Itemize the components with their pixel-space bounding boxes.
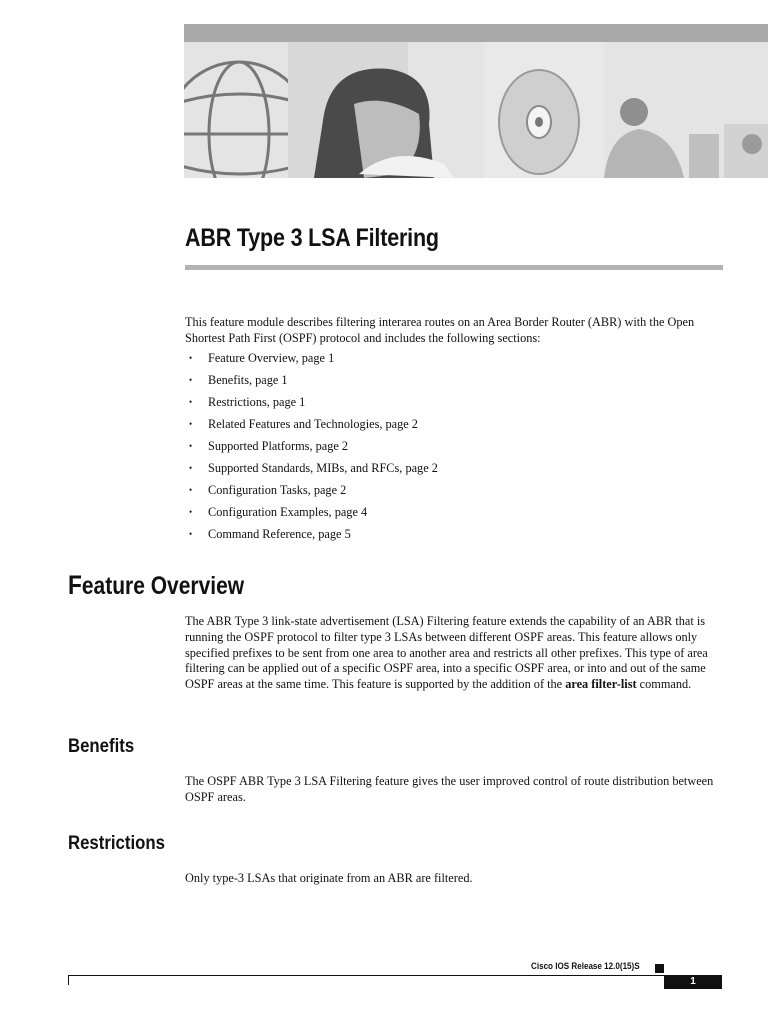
list-item-label: Command Reference, page 5 [208, 527, 351, 541]
list-item-label: Configuration Tasks, page 2 [208, 483, 347, 497]
footer-tick [68, 975, 69, 985]
list-item-label: Supported Standards, MIBs, and RFCs, page 2 [208, 461, 438, 475]
banner-illustration [184, 24, 768, 178]
bullet-icon: • [189, 529, 193, 539]
restrictions-paragraph: Only type-3 LSAs that originate from an ABR are filtered. [185, 871, 473, 885]
bullet-icon: • [189, 441, 193, 451]
command-name: area filter-list [565, 677, 637, 692]
title-rule [185, 265, 723, 270]
bullet-icon: • [189, 485, 193, 495]
footer-release: Cisco IOS Release 12.0(15)S [531, 961, 640, 972]
footer-marker [655, 964, 664, 973]
section-heading-restrictions: Restrictions [68, 832, 165, 854]
heading-rest: eature Overview [81, 572, 245, 600]
list-item-label: Supported Platforms, page 2 [208, 439, 349, 453]
bullet-icon: • [189, 463, 193, 473]
list-item[interactable] [185, 482, 438, 504]
list-item[interactable] [185, 460, 438, 482]
list-item-label: Configuration Examples, page 4 [208, 505, 368, 519]
feature-overview-paragraph [185, 614, 725, 693]
section-heading-feature-overview [68, 570, 244, 601]
header-banner-image [184, 24, 768, 178]
list-item[interactable] [185, 416, 438, 438]
list-item[interactable] [185, 372, 438, 394]
benefits-paragraph: The OSPF ABR Type 3 LSA Filtering feature gives the user improved control of route distribution between OSPF areas. [185, 774, 714, 804]
footer-rule [68, 975, 722, 976]
bullet-icon: • [189, 353, 193, 363]
list-item[interactable] [185, 526, 438, 548]
list-item[interactable] [185, 438, 438, 460]
page-number: 1 [664, 975, 722, 989]
heading-initial: F [68, 570, 82, 600]
bullet-icon: • [189, 507, 193, 517]
intro-paragraph: This feature module describes filtering interarea routes on an Area Border Router (ABR) with the Open Shortest Path First (OSPF) protocol and includes the following sections: [185, 315, 695, 345]
section-list [185, 350, 438, 548]
list-item-label: Benefits, page 1 [208, 373, 288, 387]
list-item-label: Feature Overview, page 1 [208, 351, 335, 365]
bullet-icon: • [189, 375, 193, 385]
disc-icon [484, 42, 604, 178]
list-item[interactable] [185, 504, 438, 526]
bullet-icon: • [189, 419, 193, 429]
feature-overview-text: The ABR Type 3 link-state advertisement (LSA) Filtering feature extends the capability of an ABR that is running the OSPF protocol to filter type 3 LSAs between different OSPF areas. This feature allows only specified prefixes to be sent from one area to another area and restricts all other prefixes. This type of area filtering can be applied out of a specific OSPF area, into a specific OSPF area, or into and out of the same OSPF areas at the same time. This feature is supported by the addition of the [185, 614, 708, 692]
bullet-icon: • [189, 397, 193, 407]
list-item[interactable] [185, 394, 438, 416]
list-item[interactable] [185, 350, 438, 372]
feature-overview-text-end: command. [639, 677, 692, 692]
list-item-label: Restrictions, page 1 [208, 395, 306, 409]
page-title: ABR Type 3 LSA Filtering [185, 224, 439, 252]
section-heading-benefits: Benefits [68, 735, 135, 757]
list-item-label: Related Features and Technologies, page 2 [208, 417, 418, 431]
